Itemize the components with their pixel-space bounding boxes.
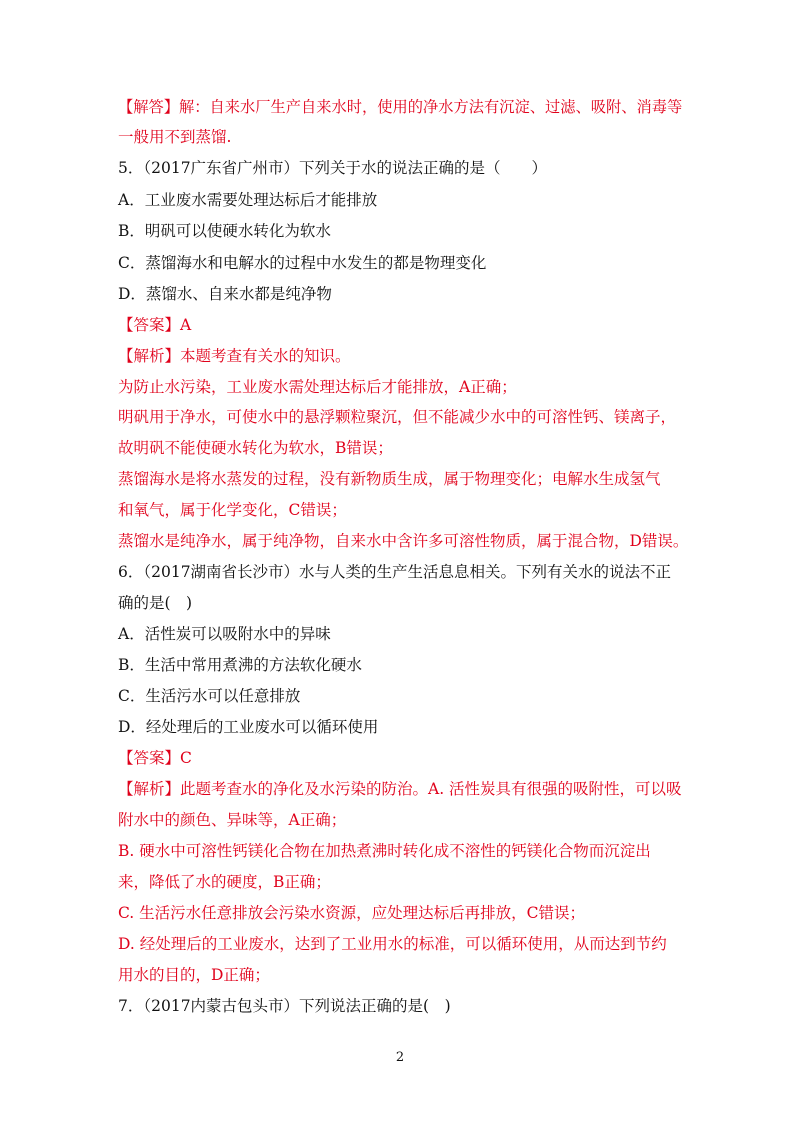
prev-solution-line-1: 【解答】解：自来水厂生产自来水时，使用的净水方法有沉淀、过滤、吸附、消毒等 [118, 98, 683, 116]
q6-option-d: D．经处理后的工业废水可以循环使用 [118, 718, 379, 736]
q6-analysis-line-1: 【解析】此题考查水的净化及水污染的防治。A. 活性炭具有很强的吸附性，可以吸 [118, 780, 682, 798]
q5-stem: 5．（2017广东省广州市）下列关于水的说法正确的是（ ） [118, 159, 548, 177]
q6-stem-line-1: 6．（2017湖南省长沙市）水与人类的生产生活息息相关。下列有关水的说法不正 [118, 563, 672, 581]
q5-analysis-line-6: 和氧气，属于化学变化，C错误； [118, 501, 347, 519]
q7-stem: 7．（2017内蒙古包头市）下列说法正确的是( ) [118, 997, 451, 1015]
q5-option-c: C．蒸馏海水和电解水的过程中水发生的都是物理变化 [118, 254, 487, 272]
q5-analysis-line-5: 蒸馏海水是将水蒸发的过程，没有新物质生成，属于物理变化；电解水生成氢气 [118, 470, 661, 488]
q5-analysis-line-1: 【解析】本题考查有关水的知识。 [118, 347, 351, 365]
q5-analysis-line-2: 为防止水污染，工业废水需处理达标后才能排放，A正确； [118, 378, 517, 396]
q5-analysis-line-7: 蒸馏水是纯净水，属于纯净物，自来水中含许多可溶性物质，属于混合物，D错误。 [118, 532, 689, 550]
q6-analysis-line-2: 附水中的颜色、异味等，A正确； [118, 811, 347, 829]
q5-option-b: B．明矾可以使硬水转化为软水 [118, 222, 331, 240]
q5-analysis-line-3: 明矾用于净水，可使水中的悬浮颗粒聚沉，但不能减少水中的可溶性钙、镁离子， [118, 408, 677, 426]
q6-analysis-line-4: 来，降低了水的硬度，B正确； [118, 873, 331, 891]
q6-analysis-line-7: 用水的目的，D正确； [118, 966, 270, 984]
q6-analysis-line-5: C. 生活污水任意排放会污染水资源，应处理达标后再排放，C错误； [118, 904, 586, 922]
prev-solution-line-2: 一般用不到蒸馏. [118, 128, 232, 146]
q6-answer: 【答案】C [118, 749, 192, 767]
page-number: 2 [395, 1050, 405, 1065]
q6-analysis-line-6: D. 经处理后的工业废水，达到了工业用水的标准，可以循环使用，从而达到节约 [118, 935, 667, 953]
q5-option-a: A．工业废水需要处理达标后才能排放 [118, 191, 378, 209]
q5-option-d: D．蒸馏水、自来水都是纯净物 [118, 285, 332, 303]
q6-stem-line-2: 确的是( ) [118, 594, 193, 612]
q5-answer: 【答案】A [118, 316, 192, 334]
q5-analysis-line-4: 故明矾不能使硬水转化为软水，B错误； [118, 439, 393, 457]
q6-analysis-line-3: B. 硬水中可溶性钙镁化合物在加热煮沸时转化成不溶性的钙镁化合物而沉淀出 [118, 842, 651, 860]
q6-option-a: A．活性炭可以吸附水中的异味 [118, 625, 331, 643]
q6-option-c: C．生活污水可以任意排放 [118, 687, 301, 705]
q6-option-b: B．生活中常用煮沸的方法软化硬水 [118, 656, 362, 674]
